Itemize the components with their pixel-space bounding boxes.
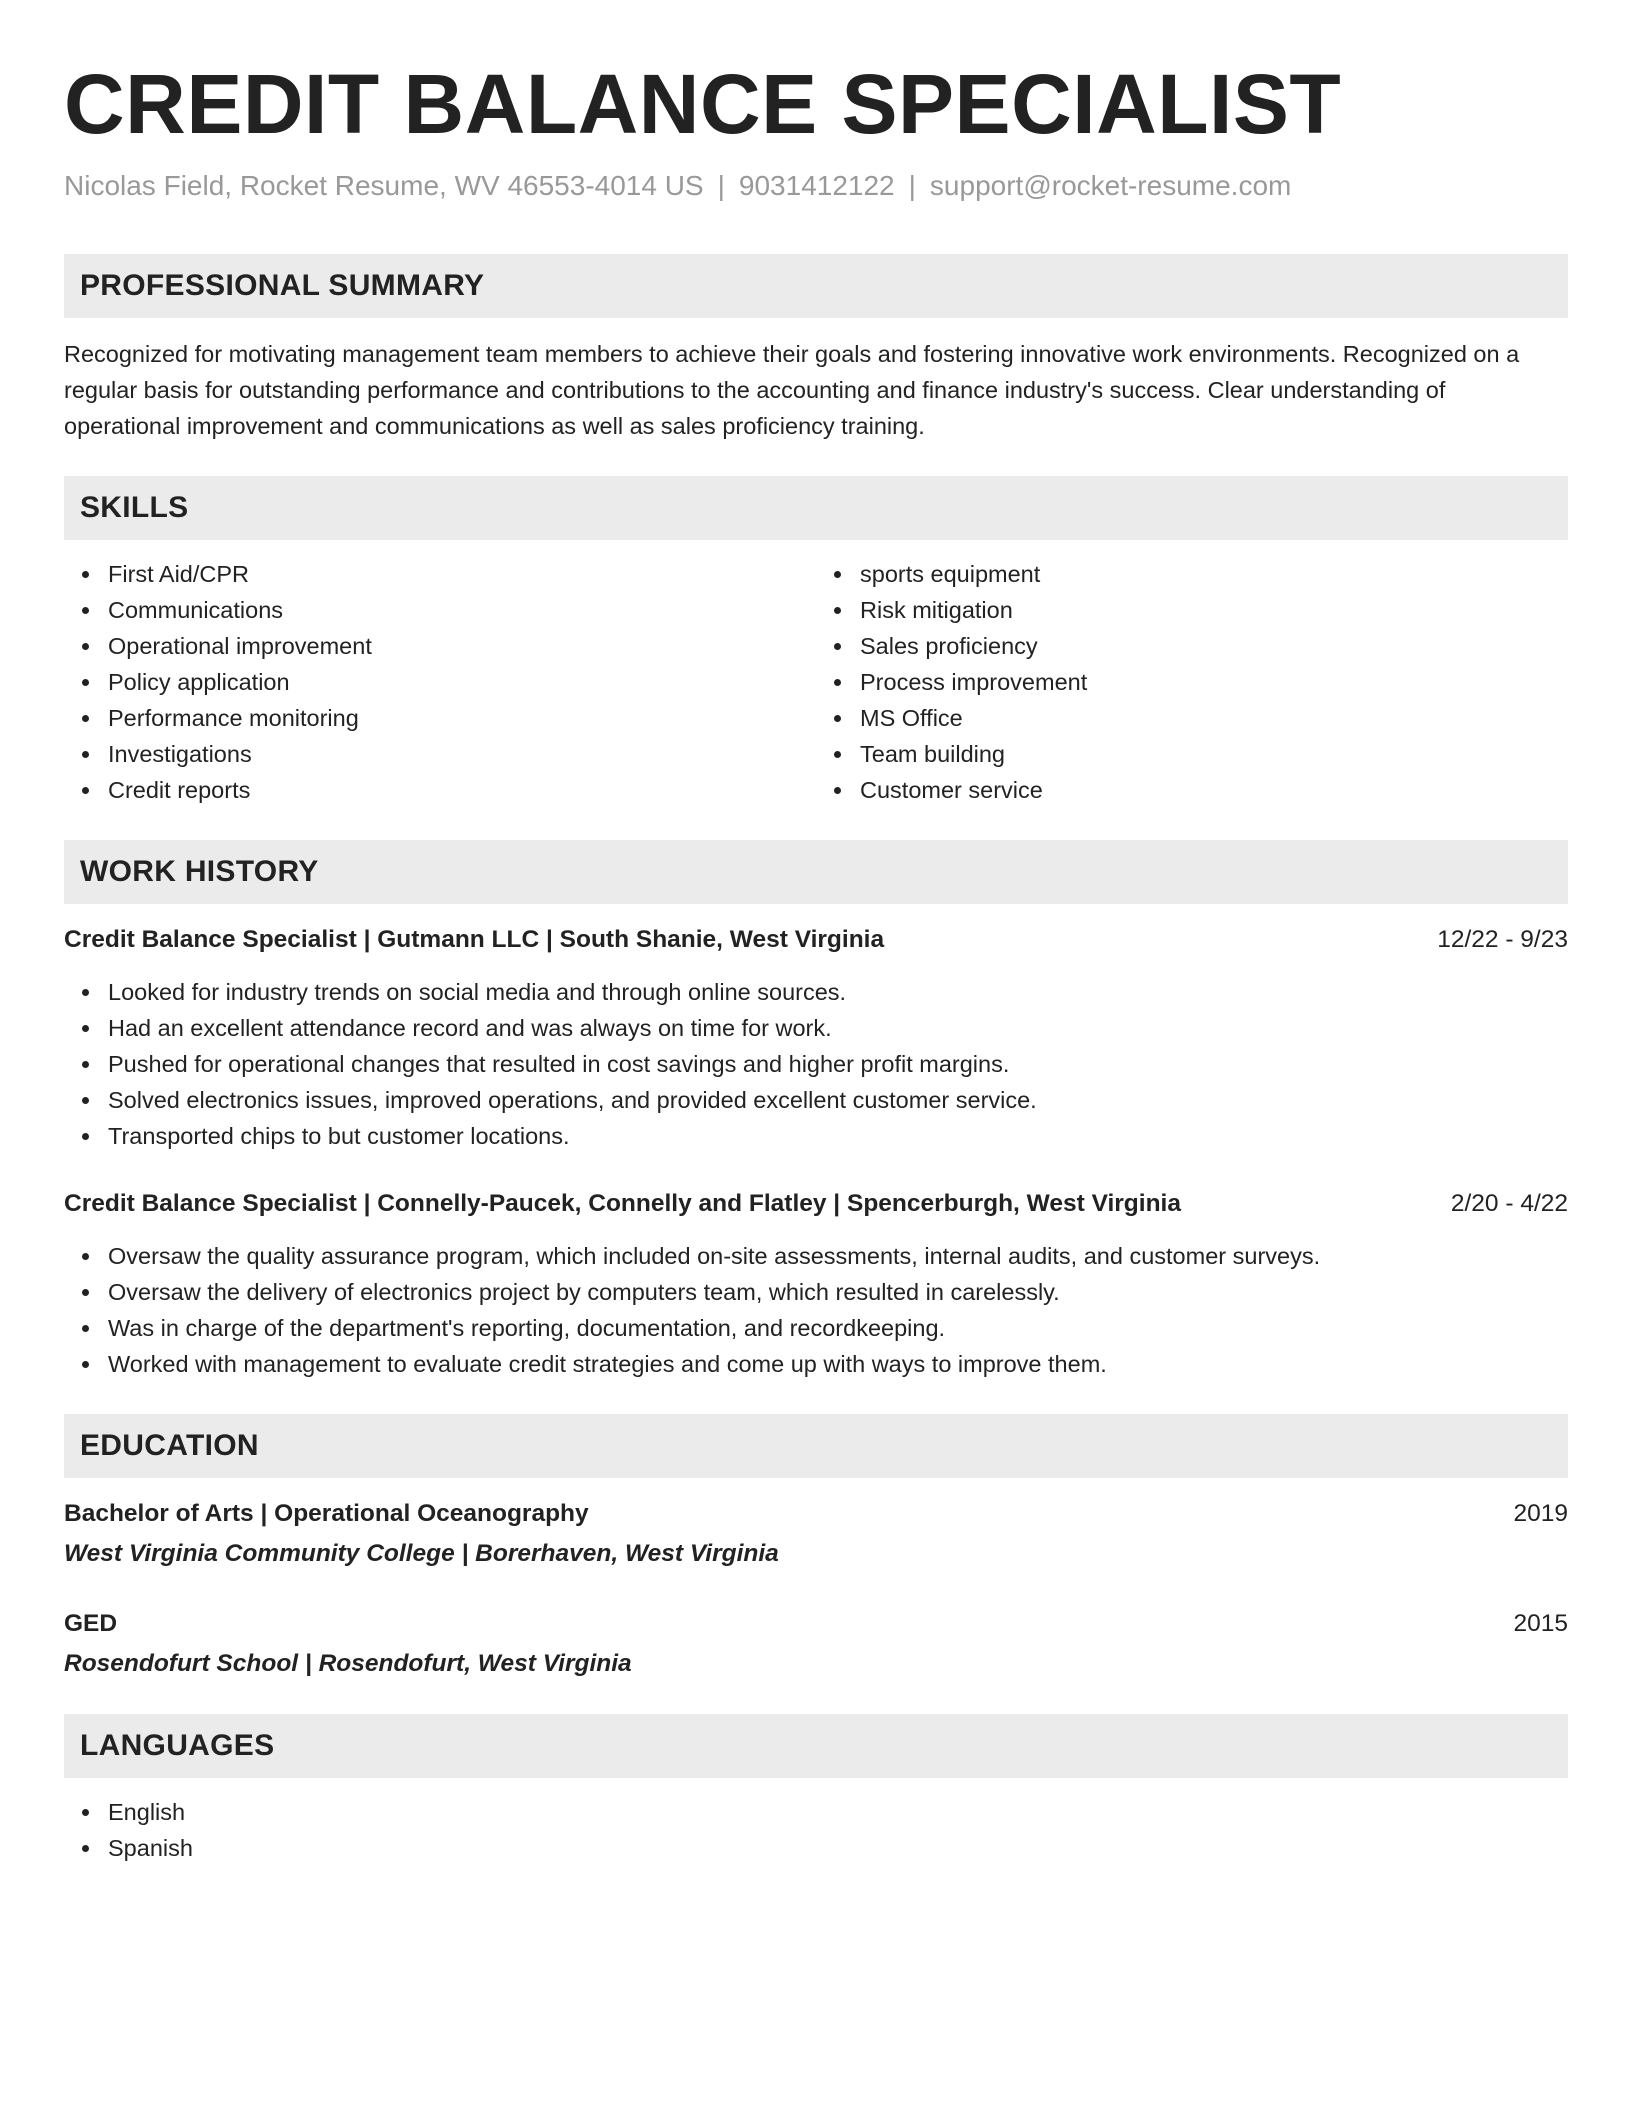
education-header — [64, 1606, 1568, 1642]
skill-item: MS Office — [816, 700, 1568, 736]
job-title: Credit Balance Specialist | Connelly-Paucek, Connelly and Flatley | Spencerburgh, West Virginia — [64, 1190, 1181, 1217]
education-school: Rosendofurt School | Rosendofurt, West Virginia — [64, 1650, 632, 1677]
skill-item: Investigations — [64, 736, 816, 772]
contact-address: Nicolas Field, Rocket Resume, WV 46553-4014 US — [64, 170, 704, 201]
education-school: West Virginia Community College | Borerhaven, West Virginia — [64, 1540, 779, 1567]
skill-item: Customer service — [816, 772, 1568, 808]
skill-item: First Aid/CPR — [64, 556, 816, 592]
education-degree: Bachelor of Arts | Operational Oceanography — [64, 1500, 589, 1527]
education-entry — [64, 1606, 1568, 1682]
skills-column-right — [816, 556, 1568, 808]
section-heading-skills: SKILLS — [64, 476, 1568, 540]
contact-phone: 9031412122 — [738, 170, 895, 201]
contact-line — [64, 168, 1568, 204]
job-duty: Solved electronics issues, improved operations, and provided excellent customer service. — [64, 1082, 1568, 1118]
skill-item: Sales proficiency — [816, 628, 1568, 664]
contact-separator: | — [717, 170, 725, 201]
education-degree: GED — [64, 1610, 118, 1637]
job-duty: Oversaw the delivery of electronics project by computers team, which resulted in carelessly. — [64, 1274, 1568, 1310]
job-duty: Looked for industry trends on social media and through online sources. — [64, 974, 1568, 1010]
skill-item: Team building — [816, 736, 1568, 772]
education-header — [64, 1496, 1568, 1532]
education-year: 2015 — [1513, 1610, 1568, 1637]
job-dates: 12/22 - 9/23 — [1437, 926, 1568, 953]
skill-item: Risk mitigation — [816, 592, 1568, 628]
section-heading-education: EDUCATION — [64, 1414, 1568, 1478]
resume-title: CREDIT BALANCE SPECIALIST — [64, 57, 1342, 151]
job-duty: Pushed for operational changes that resulted in cost savings and higher profit margins. — [64, 1046, 1568, 1082]
skill-item: Operational improvement — [64, 628, 816, 664]
summary-text: Recognized for motivating management team members to achieve their goals and fostering innovative work environments. Recognized on a regular basis for outstanding performance and contributions to the accounting and finance industry's success. Clear understanding of operational improvement and communications as well as sales proficiency training. — [64, 341, 1520, 439]
skill-item: Communications — [64, 592, 816, 628]
section-heading-languages: LANGUAGES — [64, 1714, 1568, 1778]
job-duties — [64, 974, 1568, 1154]
job-duty: Had an excellent attendance record and was always on time for work. — [64, 1010, 1568, 1046]
skill-item: Performance monitoring — [64, 700, 816, 736]
job-duty: Transported chips to but customer locations. — [64, 1118, 1568, 1154]
skills-list — [64, 556, 1568, 808]
contact-separator: | — [908, 170, 916, 201]
language-item: Spanish — [64, 1830, 1568, 1866]
skill-item: Process improvement — [816, 664, 1568, 700]
job-duty: Oversaw the quality assurance program, which included on-site assessments, internal audits, and customer surveys. — [64, 1238, 1568, 1274]
job-duty: Was in charge of the department's reporting, documentation, and recordkeeping. — [64, 1310, 1568, 1346]
skill-item: sports equipment — [816, 556, 1568, 592]
job-dates: 2/20 - 4/22 — [1450, 1190, 1568, 1217]
skill-item: Credit reports — [64, 772, 816, 808]
education-entry — [64, 1496, 1568, 1572]
language-item: English — [64, 1794, 1568, 1830]
contact-email: support@rocket-resume.com — [929, 170, 1292, 201]
job-duties — [64, 1238, 1568, 1382]
job-header — [64, 1186, 1568, 1222]
section-heading-summary: PROFESSIONAL SUMMARY — [64, 254, 1568, 318]
job-title: Credit Balance Specialist | Gutmann LLC | South Shanie, West Virginia — [64, 926, 885, 953]
education-year: 2019 — [1513, 1500, 1568, 1527]
job-duty: Worked with management to evaluate credit strategies and come up with ways to improve them. — [64, 1346, 1568, 1382]
skills-column-left — [64, 556, 816, 808]
languages-list — [64, 1794, 1568, 1866]
skill-item: Policy application — [64, 664, 816, 700]
job-header — [64, 922, 1568, 958]
section-heading-work-history: WORK HISTORY — [64, 840, 1568, 904]
